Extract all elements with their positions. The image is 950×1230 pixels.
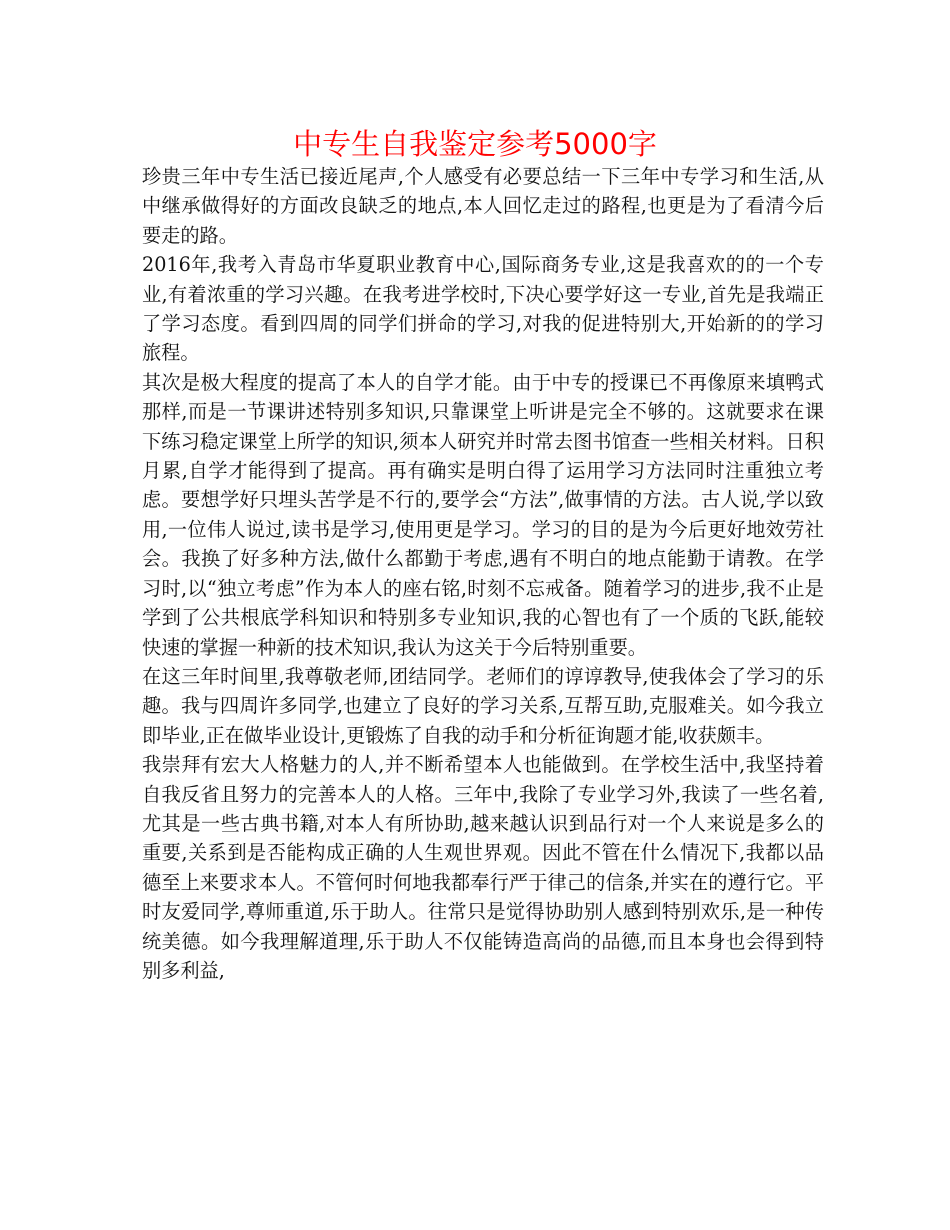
document-body xyxy=(142,162,824,985)
paragraph-enrollment: 2016年,我考入青岛市华夏职业教育中心,国际商务专业,这是我喜欢的的一个专业,有着浓重的学习兴趣。在我考进学校时,下决心要学好这一专业,首先是我端正了学习态度。看到四周的同学们拼命的学习,对我的促进特别大,开始新的的学习旅程。 xyxy=(142,253,824,365)
document-title: 中专生自我鉴定参考5000字 xyxy=(293,127,657,161)
paragraph-teachers-classmates: 在这三年时间里,我尊敬老师,团结同学。老师们的谆谆教导,使我体会了学习的乐趣。我与四周许多同学,也建立了良好的学习关系,互帮互助,克服难关。如今我立即毕业,正在做毕业设计,更锻炼了自我的动手和分析征询题才能,收获颇丰。 xyxy=(142,664,824,747)
paragraph-self-study: 其次是极大程度的提高了本人的自学才能。由于中专的授课已不再像原来填鸭式那样,而是一节课讲述特别多知识,只靠课堂上听讲是完全不够的。这就要求在课下练习稳定课堂上所学的知识,须本人研究并时常去图书馆查一些相关材料。日积月累,自学才能得到了提高。再有确实是明白得了运用学习方法同时注重独立考虑。要想学好只埋头苦学是不行的,要学会“方法”,做事情的方法。古人说,学以致用,一位伟人说过,读书是学习,使用更是学习。学习的目的是为今后更好地效劳社会。我换了好多种方法,做什么都勤于考虑,遇有不明白的地点能勤于请教。在学习时,以“独立考虑”作为本人的座右铭,时刻不忘戒备。随着学习的进步,我不止是学到了公共根底学科知识和特别多专业知识,我的心智也有了一个质的飞跃,能较快速的掌握一种新的技术知识,我认为这关于今后特别重要。 xyxy=(142,370,824,659)
paragraph-intro: 珍贵三年中专生活已接近尾声,个人感受有必要总结一下三年中专学习和生活,从中继承做得好的方面改良缺乏的地点,本人回忆走过的路程,也更是为了看清今后要走的路。 xyxy=(142,165,824,247)
paragraph-character: 我崇拜有宏大人格魅力的人,并不断希望本人也能做到。在学校生活中,我坚持着自我反省且努力的完善本人的人格。三年中,我除了专业学习外,我读了一些名着,尤其是一些古典书籍,对本人有所协助,越来越认识到品行对一个人来说是多么的重要,关系到是否能构成正确的人生观世界观。因此不管在什么情况下,我都以品德至上来要求本人。不管何时何地我都奉行严于律己的信条,并实在的遵行它。平时友爱同学,尊师重道,乐于助人。往常只是觉得协助别人感到特别欢乐,是一种传统美德。如今我理解道理,乐于助人不仅能铸造高尚的品德,而且本身也会得到特别多利益, xyxy=(142,753,824,982)
